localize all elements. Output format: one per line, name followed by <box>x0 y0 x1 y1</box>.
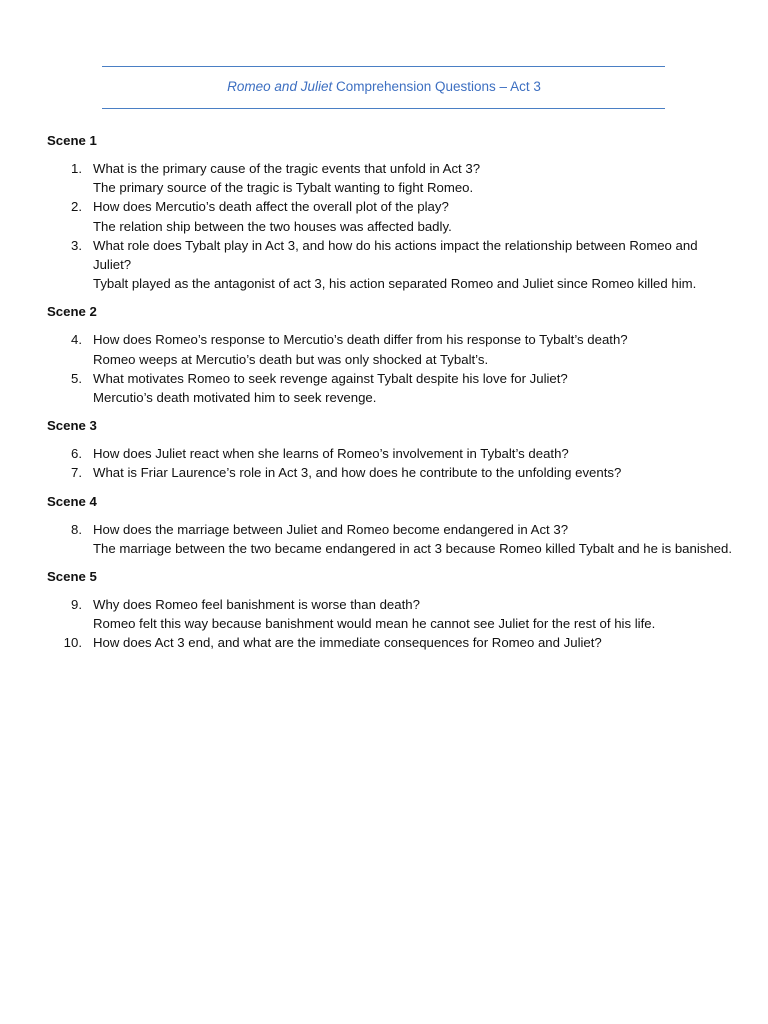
title-rule-bottom <box>102 108 665 109</box>
questions-body <box>47 131 737 662</box>
question-item <box>47 595 737 633</box>
scene-heading: Scene 4 <box>47 493 97 509</box>
question-number: 1. <box>71 161 82 176</box>
scene-section <box>47 567 737 653</box>
question-text: What role does Tybalt play in Act 3, and how do his actions impact the relationship between Romeo and Juliet? <box>93 237 698 273</box>
question-number: 10. <box>63 635 82 651</box>
answer-text: Romeo felt this way because banishment would mean he cannot see Juliet for the rest of his life. <box>93 616 656 632</box>
question-item <box>47 236 737 294</box>
answer-text: The relation ship between the two houses was affected badly. <box>93 218 452 234</box>
question-text: How does the marriage between Juliet and Romeo become endangered in Act 3? <box>93 521 569 537</box>
question-text: How does Juliet react when she learns of Romeo’s involvement in Tybalt’s death? <box>93 446 569 462</box>
question-number: 4. <box>71 332 82 348</box>
scene-heading: Scene 3 <box>47 418 97 434</box>
question-text: How does Romeo’s response to Mercutio’s death differ from his response to Tybalt’s death? <box>93 332 628 348</box>
answer-text: The primary source of the tragic is Tybalt wanting to fight Romeo. <box>93 180 474 196</box>
title-play-name: Romeo and Juliet <box>227 79 333 94</box>
title-rule-top <box>102 66 665 67</box>
question-item <box>47 369 737 407</box>
scene-heading: Scene 5 <box>47 569 97 585</box>
scene-section <box>47 131 737 293</box>
question-text: Why does Romeo feel banishment is worse than death? <box>93 597 420 613</box>
scene-heading: Scene 2 <box>47 304 97 320</box>
question-item <box>47 520 737 558</box>
question-list <box>47 520 737 558</box>
document-title <box>0 78 768 96</box>
question-text: How does Mercutio’s death affect the overall plot of the play? <box>93 199 449 215</box>
question-list <box>47 595 737 653</box>
question-number: 2. <box>71 199 82 215</box>
question-item <box>47 330 737 368</box>
question-number: 5. <box>71 370 82 386</box>
scene-section <box>47 302 737 407</box>
question-item <box>47 159 737 197</box>
question-list <box>47 159 737 293</box>
answer-text: Romeo weeps at Mercutio’s death but was only shocked at Tybalt’s. <box>93 351 489 367</box>
question-number: 8. <box>71 521 82 537</box>
question-number: 7. <box>71 465 82 481</box>
question-item <box>47 197 737 235</box>
scene-heading: Scene 1 <box>47 133 97 148</box>
question-text: How does Act 3 end, and what are the immediate consequences for Romeo and Juliet? <box>93 635 602 651</box>
answer-text: The marriage between the two became endangered in act 3 because Romeo killed Tybalt and he is banished. <box>93 540 733 556</box>
question-list <box>47 444 737 482</box>
answer-text: Mercutio’s death motivated him to seek revenge. <box>93 390 377 406</box>
question-text: What motivates Romeo to seek revenge against Tybalt despite his love for Juliet? <box>93 370 568 386</box>
question-list <box>47 330 737 407</box>
question-item <box>47 444 737 463</box>
title-subtitle: Comprehension Questions – Act 3 <box>332 79 541 94</box>
question-item <box>47 463 737 482</box>
question-item <box>47 633 737 652</box>
question-number: 6. <box>71 446 82 462</box>
question-number: 9. <box>71 597 82 613</box>
scene-section <box>47 492 737 558</box>
answer-text: Tybalt played as the antagonist of act 3, his action separated Romeo and Juliet since Romeo killed him. <box>93 276 697 292</box>
question-text: What is the primary cause of the tragic events that unfold in Act 3? <box>93 161 481 176</box>
scene-section <box>47 416 737 482</box>
question-number: 3. <box>71 237 82 253</box>
question-text: What is Friar Laurence’s role in Act 3, and how does he contribute to the unfolding events? <box>93 465 622 481</box>
